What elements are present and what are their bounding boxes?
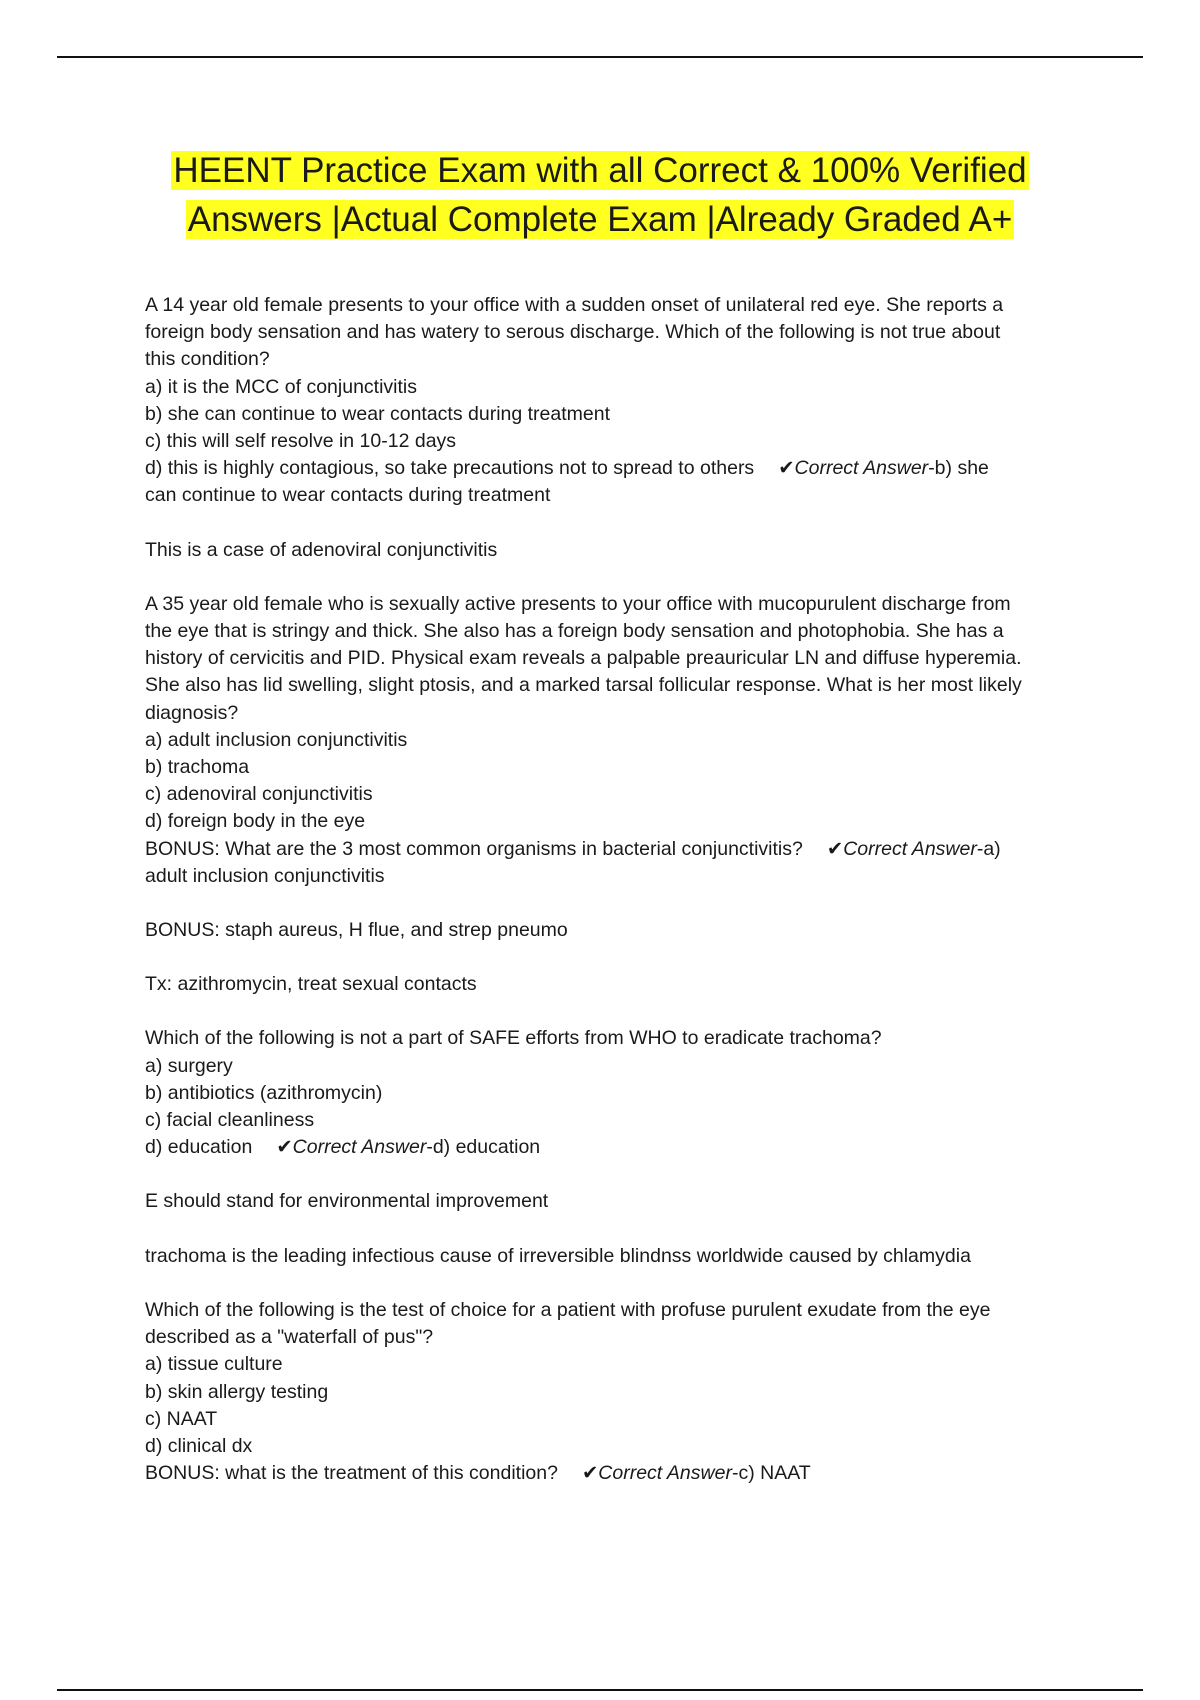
correct-answer-label: Correct Answer [843,837,977,860]
note: BONUS: staph aureus, H flue, and strep pneumo [145,919,568,942]
answer-option: a) tissue culture [145,1353,283,1376]
question-stem-line: diagnosis? [145,701,239,724]
correct-answer-label: Correct Answer [292,1136,427,1159]
answer-option: a) adult inclusion conjunctivitis [145,728,408,751]
footer-rule [57,1689,1143,1691]
question-4 [145,1297,1075,1487]
answer-option: b) skin allergy testing [145,1380,329,1403]
bonus-question: BONUS: what is the treatment of this condition? [145,1462,558,1485]
question-2 [145,591,1075,890]
question-stem-line: foreign body sensation and has watery to serous discharge. Which of the following is not true about [145,321,1001,344]
answer-option: a) it is the MCC of conjunctivitis [145,375,418,398]
answer-option: d) education [145,1136,253,1159]
correct-answer-continued: can continue to wear contacts during treatment [145,484,551,507]
answer-option: a) surgery [145,1054,233,1077]
document-title [171,151,1028,239]
question-stem-line: Which of the following is the test of choice for a patient with profuse purulent exudate from the eye [145,1298,991,1321]
note: Tx: azithromycin, treat sexual contacts [145,973,477,996]
title-line-1: HEENT Practice Exam with all Correct & 100% Verified [173,151,1027,190]
title-block [60,146,1140,244]
question-stem-line: A 14 year old female presents to your office with a sudden onset of unilateral red eye. She reports a [145,294,1004,316]
checkmark-icon: ✔ [778,457,795,480]
answer-option: d) foreign body in the eye [145,810,366,833]
title-line-2: Answers |Actual Complete Exam |Already Graded A+ [187,200,1013,239]
question-stem-line: history of cervicitis and PID. Physical exam reveals a palpable preauricular LN and diffuse hyperemia. [145,647,1022,670]
bonus-question: BONUS: What are the 3 most common organisms in bacterial conjunctivitis? [145,837,803,860]
checkmark-icon: ✔ [826,837,844,860]
answer-option-with-key [145,1460,1075,1487]
note: trachoma is the leading infectious cause of irreversible blindnss worldwide caused by chlamydia [145,1244,971,1267]
correct-answer-label: Correct Answer [794,457,929,480]
answer-option: b) trachoma [145,756,250,779]
note: E should stand for environmental improvement [145,1190,549,1213]
question-stem-line: described as a "waterfall of pus"? [145,1326,434,1349]
answer-option-with-key [145,1134,1075,1161]
question-1 [145,292,1075,510]
correct-answer-label: Correct Answer [598,1462,732,1485]
answer-option: d) clinical dx [145,1434,253,1457]
exam-content [145,292,1075,1487]
correct-answer-continued: adult inclusion conjunctivitis [145,864,385,887]
correct-answer-value: -a) [976,837,1001,860]
correct-answer-value: -b) she [928,457,989,480]
answer-option-with-key [145,455,1075,482]
answer-option: c) facial cleanliness [145,1109,315,1132]
checkmark-icon: ✔ [581,1462,599,1485]
answer-option: b) she can continue to wear contacts during treatment [145,402,611,425]
answer-option: c) NAAT [145,1407,218,1430]
answer-option: b) antibiotics (azithromycin) [145,1081,383,1104]
checkmark-icon: ✔ [276,1136,293,1159]
answer-option-with-key [145,836,1075,863]
question-stem-line: the eye that is stringy and thick. She also has a foreign body sensation and photophobia. She has a [145,620,1004,643]
question-stem-line: A 35 year old female who is sexually active presents to your office with mucopurulent discharge from [145,592,1011,615]
note: This is a case of adenoviral conjunctivitis [145,538,498,561]
answer-option: c) adenoviral conjunctivitis [145,783,373,806]
question-3 [145,1025,1075,1161]
answer-option: c) this will self resolve in 10-12 days [145,430,457,453]
answer-option: d) this is highly contagious, so take precautions not to spread to others [145,457,755,480]
question-stem-line: this condition? [145,348,270,371]
question-stem-line: Which of the following is not a part of SAFE efforts from WHO to eradicate trachoma? [145,1027,882,1050]
question-stem-line: She also has lid swelling, slight ptosis, and a marked tarsal follicular response. What is her most likely [145,674,1022,697]
correct-answer-value: -c) NAAT [731,1462,811,1485]
header-rule [57,56,1143,58]
correct-answer-value: -d) education [426,1136,541,1159]
